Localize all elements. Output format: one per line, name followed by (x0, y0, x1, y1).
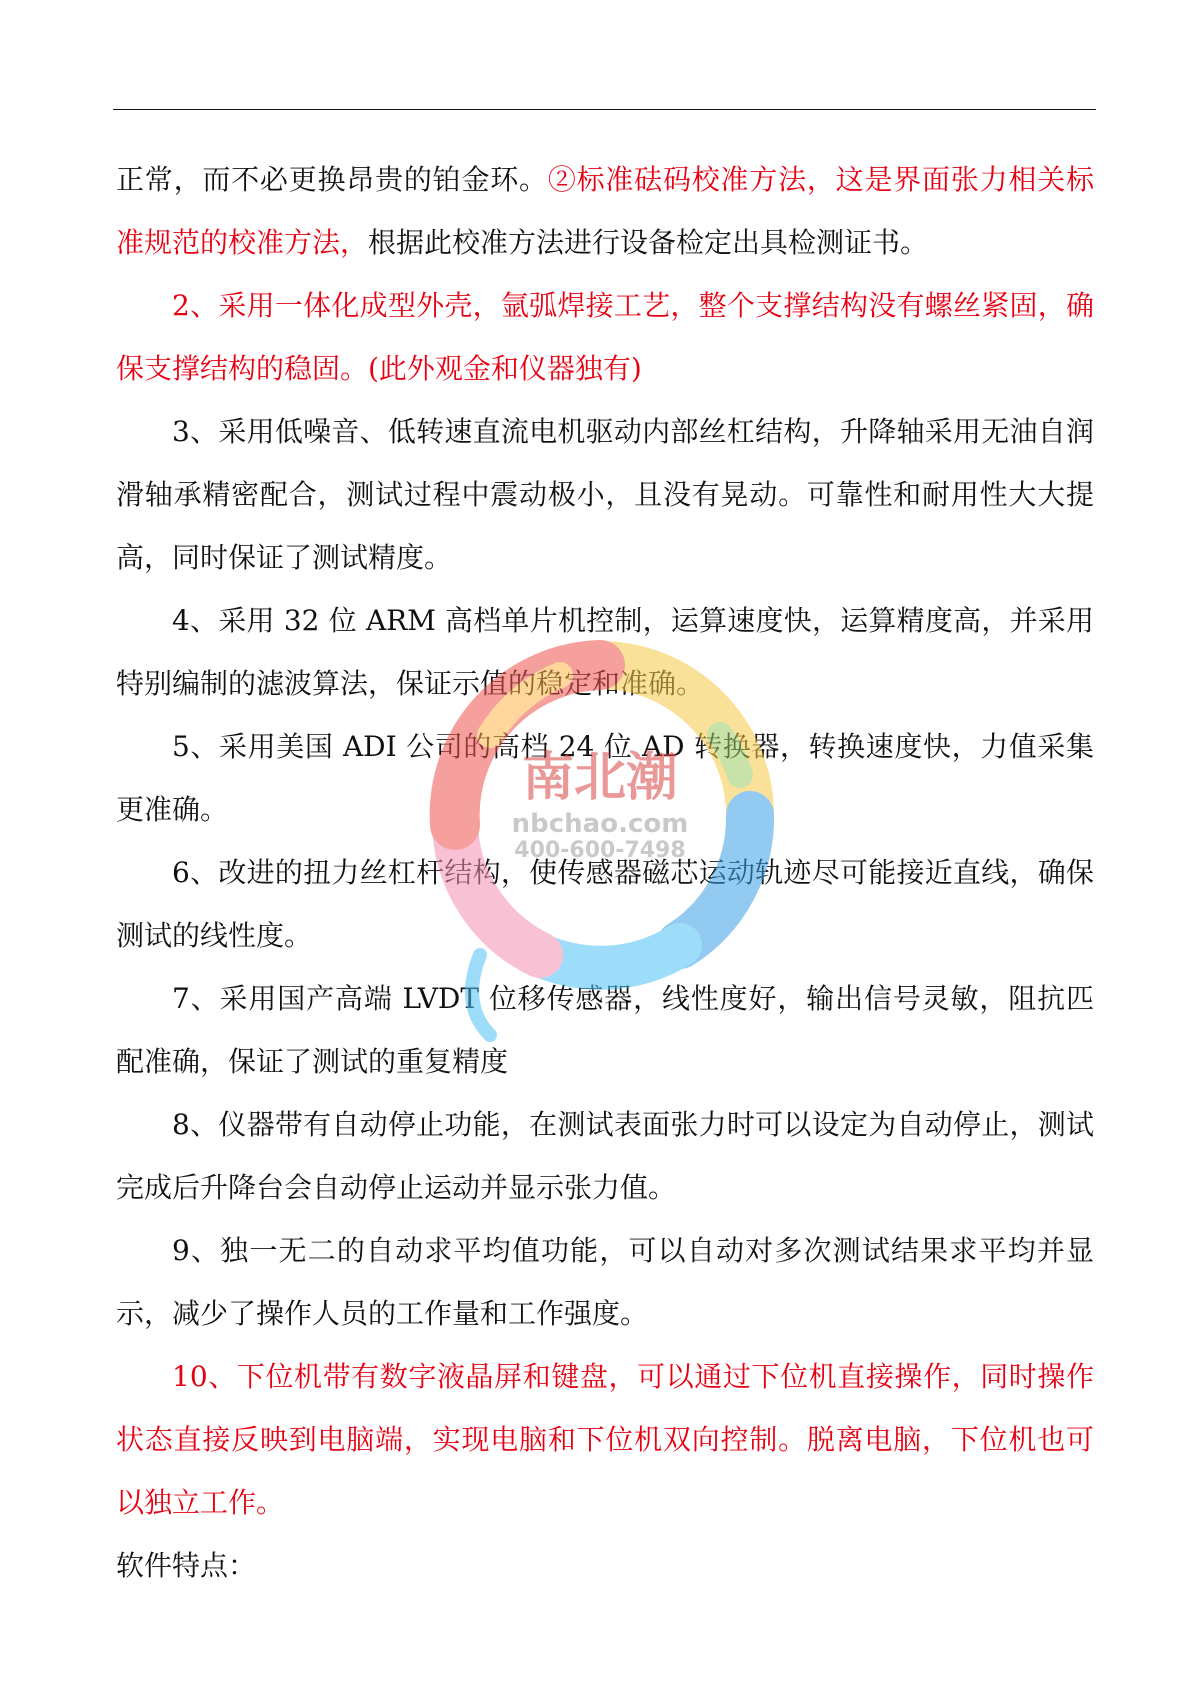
watermark-phone: 400-600-7498 (514, 838, 686, 863)
paragraph-text: 7、采用国产高端 LVDT 位移传感器，线性度好，输出信号灵敏，阻抗匹配准确，保证了测试的重复精度 (116, 982, 1094, 1078)
document-body (116, 148, 1094, 1597)
paragraph-text: 3、采用低噪音、低转速直流电机驱动内部丝杠结构，升降轴采用无油自润滑轴承精密配合，测试过程中震动极小，且没有晃动。可靠性和耐用性大大提高，同时保证了测试精度。 (116, 415, 1094, 574)
paragraph-item-10 (116, 1345, 1094, 1534)
paragraph-text: 4、采用 32 位 ARM 高档单片机控制，运算速度快，运算精度高，并采用特别编制的滤波算法，保证示值的稳定和准确。 (116, 604, 1094, 700)
paragraph-item-5 (116, 715, 1094, 841)
paragraph-text: 5、采用美国 ADI 公司的高档 24 位 AD 转换器，转换速度快，力值采集更准确。 (116, 730, 1094, 826)
paragraph-item-7 (116, 967, 1094, 1093)
paragraph-text: 正常，而不必更换昂贵的铂金环。 (116, 163, 548, 196)
paragraph-item-3 (116, 400, 1094, 589)
watermark-domain: nbchao.com (511, 809, 689, 839)
paragraph-item-6 (116, 841, 1094, 967)
paragraph-text-highlight: 10、下位机带有数字液晶屏和键盘，可以通过下位机直接操作，同时操作状态直接反映到电脑端，实现电脑和下位机双向控制。脱离电脑，下位机也可以独立工作。 (116, 1360, 1094, 1519)
paragraph-item-4 (116, 589, 1094, 715)
section-heading-software (116, 1534, 1094, 1597)
paragraph-text-highlight: ②标准砝码校准方法，这是界面张力相关标准规范的校准方法， (116, 163, 1094, 259)
paragraph-item-2 (116, 274, 1094, 400)
paragraph-text: 根据此校准方法进行设备检定出具检测证书。 (368, 226, 929, 259)
paragraph-text: 6、改进的扭力丝杠杆结构，使传感器磁芯运动轨迹尽可能接近直线，确保测试的线性度。 (116, 856, 1094, 952)
paragraph-item-8 (116, 1093, 1094, 1219)
paragraph-text: 8、仪器带有自动停止功能，在测试表面张力时可以设定为自动停止，测试完成后升降台会自动停止运动并显示张力值。 (116, 1108, 1094, 1204)
watermark-brand: 南北潮 (521, 748, 679, 808)
paragraph-text-highlight: 2、采用一体化成型外壳，氩弧焊接工艺，整个支撑结构没有螺丝紧固，确保支撑结构的稳固。(此外观金和仪器独有) (116, 289, 1094, 385)
paragraph-calibration (116, 148, 1094, 274)
paragraph-text: 9、独一无二的自动求平均值功能，可以自动对多次测试结果求平均并显示，减少了操作人员的工作量和工作强度。 (116, 1234, 1094, 1330)
paragraph-text: 软件特点： (116, 1549, 257, 1582)
header-rule (113, 109, 1096, 110)
paragraph-item-9 (116, 1219, 1094, 1345)
